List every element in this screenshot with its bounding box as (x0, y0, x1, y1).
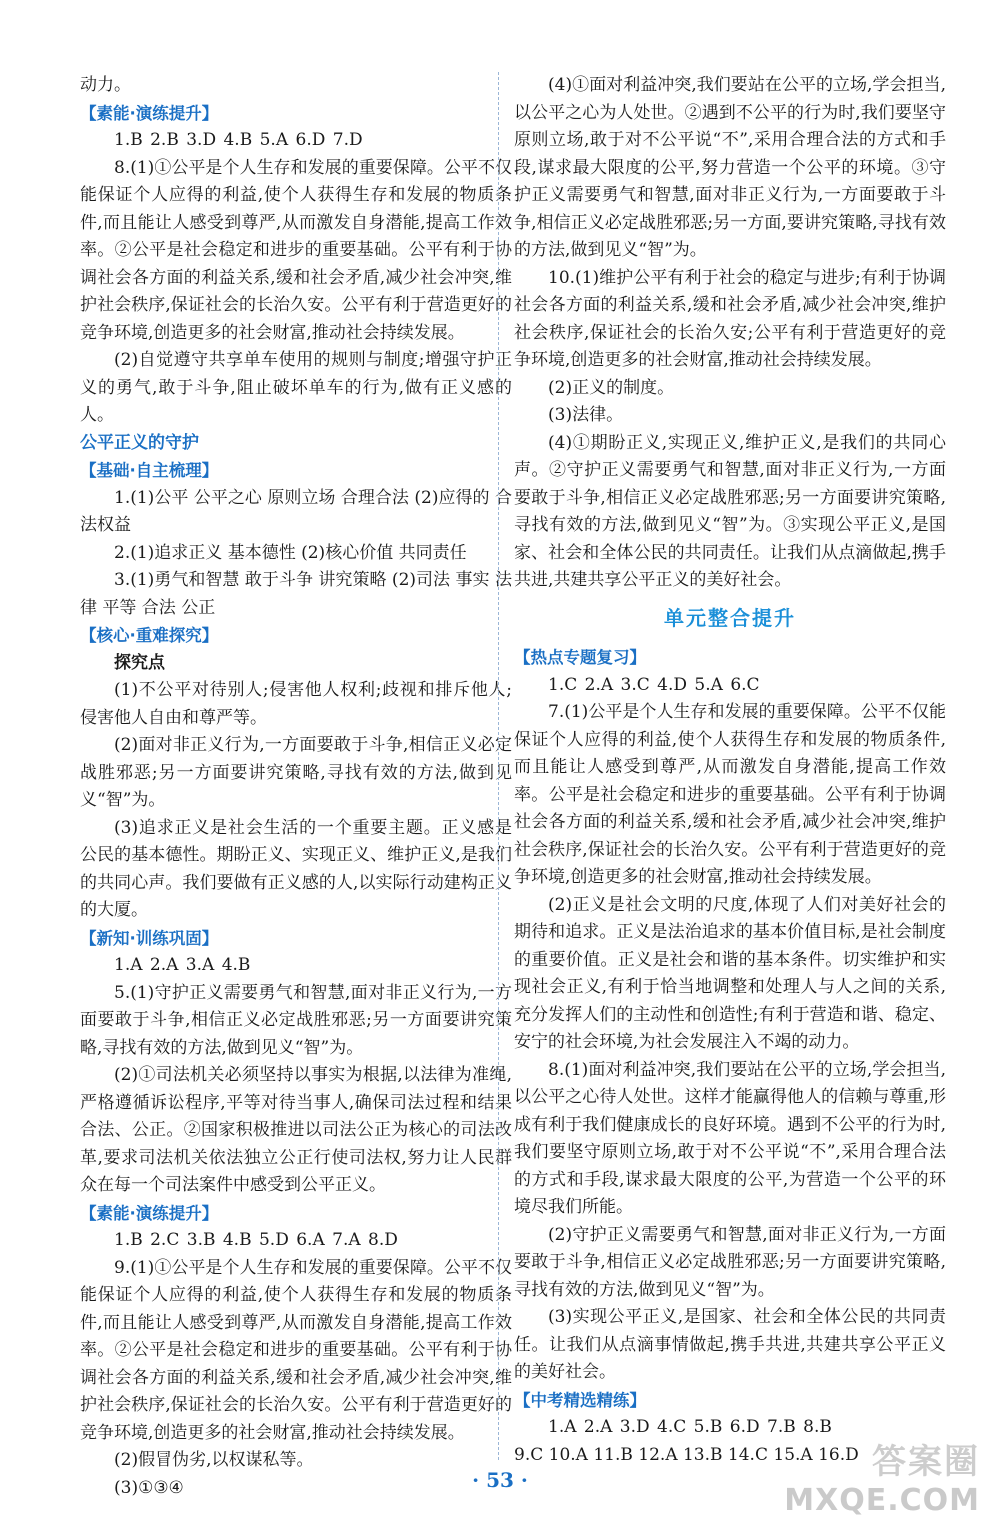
choice-answers: 9.C 10.A 11.B 12.A 13.B 14.C 15.A 16.D (514, 1444, 859, 1465)
answer-paragraph: 1.(1)公平 公平之心 原则立场 合理合法 (2)应得的 合法权益 (80, 487, 512, 535)
left-column (80, 72, 512, 1502)
answer-paragraph: (2)假冒伪劣,以权谋私等。 (114, 1450, 314, 1470)
answer-paragraph: 9.(1)①公平是个人生存和发展的重要保障。公平不仅能保证个人应得的利益,使个人获得生存和发展的物质条件,而且能让人感受到尊严,从而激发自身潜能,提高工作效率。②公平是社会稳定和进步的重要基础。公平有利于协调社会各方面的利益关系,缓和社会矛盾,减少社会冲突,维护社会秩序,保证社会的长治久安。公平有利于营造更好的竞争环境,创造更多的社会财富,推动社会持续发展。 (80, 1257, 512, 1443)
watermark (784, 1434, 980, 1518)
choice-answers: 1.C 2.A 3.C 4.D 5.A 6.C (548, 674, 760, 695)
watermark-url: MXQE.COM (784, 1483, 980, 1518)
answer-paragraph: 3.(1)勇气和智慧 敢于斗争 讲究策略 (2)司法 事实 法律 平等 合法 公正 (80, 570, 512, 618)
answer-paragraph: 7.(1)公平是个人生存和发展的重要保障。公平不仅能保证个人应得的利益,使个人获得生存和发展的物质条件,而且能让人感受到尊严,从而激发自身潜能,提高工作效率。公平是社会稳定和进步的重要基础。公平有利于协调社会各方面的利益关系,缓和社会矛盾,减少社会冲突,维护社会秩序,保证社会的长治久安。公平有利于营造更好的竞争环境,创造更多的社会财富,推动社会持续发展。 (514, 702, 946, 887)
choice-answers: 1.B 2.B 3.D 4.B 5.A 6.D 7.D (114, 130, 363, 150)
answer-paragraph: (1)不公平对待别人;侵害他人权利;歧视和排斥他人;侵害他人自由和尊严等。 (80, 680, 512, 728)
answer-paragraph: (3)①③④ (114, 1477, 184, 1498)
unit-title: 单元整合提升 (664, 605, 796, 630)
explore-point-label: 探究点 (114, 652, 165, 673)
answer-paragraph: (2)正义是社会文明的尺度,体现了人们对美好社会的期待和追求。正义是法治追求的基本价值目标,是社会制度的重要价值。正义是社会和谐的基本条件。切实维护和实现社会正义,有利于恰当地调整和处理人与人之间的关系,充分发挥人们的主动性和创造性;有利于营造和谐、稳定、安宁的社会环境,为社会发展注入不竭的动力。 (514, 894, 946, 1052)
answer-paragraph: (2)守护正义需要勇气和智慧,面对非正义行为,一方面要敢于斗争,相信正义必定战胜邪恶;另一方面要讲究策略,寻找有效的方法,做到见义“智”为。 (514, 1224, 946, 1300)
answer-paragraph: (2)①司法机关必须坚持以事实为根据,以法律为准绳,严格遵循诉讼程序,平等对待当事人,确保司法过程和结果合法、公正。②国家积极推进以司法公正为核心的司法改革,要求司法机关依法独立公正行使司法权,努力让人民群众在每一个司法案件中感受到公平正义。 (80, 1065, 512, 1195)
answer-paragraph: (2)正义的制度。 (548, 377, 675, 398)
answer-paragraph: (4)①面对利益冲突,我们要站在公平的立场,学会担当,以公平之心为人处世。②遇到不公平的行为时,我们要坚守原则立场,敢于对不公平说“不”,采用合理合法的方式和手段,谋求最大限度的公平,努力营造一个公平的环境。③守护正义需要勇气和智慧,面对非正义行为,一方面要敢于斗争,相信正义必定战胜邪恶;另一方面,要讲究策略,寻找有效的方法,做到见义“智”为。 (514, 75, 946, 260)
section-tag: 【新知·训练巩固】 (80, 928, 219, 948)
answer-paragraph: (3)法律。 (548, 405, 624, 425)
answer-paragraph: (2)自觉遵守共享单车使用的规则与制度;增强守护正义的勇气,敢于斗争,阻止破坏单车的行为,做有正义感的人。 (80, 350, 512, 425)
section-tag: 【素能·演练提升】 (80, 103, 219, 123)
section-tag: 【基础·自主梳理】 (80, 461, 219, 480)
answer-paragraph: 2.(1)追求正义 基本德性 (2)核心价值 共同责任 (114, 542, 467, 563)
right-column (514, 72, 946, 1469)
answer-paragraph: (3)实现公平正义,是国家、社会和全体公民的共同责任。让我们从点滴事情做起,携手共进,共建共享公平正义的美好社会。 (514, 1307, 946, 1382)
answer-paragraph: (4)①期盼正义,实现正义,维护正义,是我们的共同心声。②守护正义需要勇气和智慧,面对非正义行为,一方面要敢于斗争,相信正义必定战胜邪恶;另一方面要讲究策略,寻找有效的方法,做到见义“智”为。③实现公平正义,是国家、社会和全体公民的共同责任。让我们从点滴做起,携手共进,共建共享公平正义的美好社会。 (514, 432, 946, 590)
choice-answers: 1.B 2.C 3.B 4.B 5.D 6.A 7.A 8.D (114, 1230, 398, 1250)
answer-paragraph: 10.(1)维护公平有利于社会的稳定与进步;有利于协调社会各方面的利益关系,缓和社会矛盾,减少社会冲突,维护社会秩序,保证社会的长治久安;公平有利于营造更好的竞争环境,创造更多的社会财富,推动社会持续发展。 (514, 267, 946, 370)
choice-answers: 1.A 2.A 3.D 4.C 5.B 6.D 7.B 8.B (548, 1417, 832, 1437)
lesson-title: 公平正义的守护 (80, 432, 199, 453)
answer-paragraph: (3)追求正义是社会生活的一个重要主题。正义感是公民的基本德性。期盼正义、实现正义、维护正义,是我们的共同心声。我们要做有正义感的人,以实际行动建构正义的大厦。 (80, 817, 512, 920)
answer-paragraph: 8.(1)①公平是个人生存和发展的重要保障。公平不仅能保证个人应得的利益,使个人获得生存和发展的物质条件,而且能让人感受到尊严,从而激发自身潜能,提高工作效率。②公平是社会稳定和进步的重要基础。公平有利于协调社会各方面的利益关系,缓和社会矛盾,减少社会冲突,维护社会秩序,保证社会的长治久安。公平有利于营造更好的竞争环境,创造更多的社会财富,推动社会持续发展。 (80, 157, 512, 343)
text-line: 动力。 (80, 75, 131, 95)
section-tag: 【热点专题复习】 (514, 648, 646, 667)
choice-answers: 1.A 2.A 3.A 4.B (114, 955, 251, 975)
page-number: · 53 · (472, 1468, 528, 1492)
section-tag: 【中考精选精练】 (514, 1390, 646, 1410)
answer-paragraph: (2)面对非正义行为,一方面要敢于斗争,相信正义必定战胜邪恶;另一方面要讲究策略,寻找有效的方法,做到见义“智”为。 (80, 735, 512, 810)
answer-paragraph: 8.(1)面对利益冲突,我们要站在公平的立场,学会担当,以公平之心待人处世。这样才能赢得他人的信赖与尊重,形成有利于我们健康成长的良好环境。遇到不公平的行为时,我们要坚守原则立场,敢于对不公平说“不”,采用合理合法的方式和手段,谋求最大限度的公平,为营造一个公平的环境尽我们所能。 (514, 1059, 946, 1217)
section-tag: 【核心·重难探究】 (80, 626, 219, 645)
section-tag: 【素能·演练提升】 (80, 1203, 219, 1223)
column-divider (498, 72, 499, 1460)
watermark-logo: 答案圈 (872, 1442, 980, 1482)
answer-paragraph: 5.(1)守护正义需要勇气和智慧,面对非正义行为,一方面要敢于斗争,相信正义必定战胜邪恶;另一方面要讲究策略,寻找有效的方法,做到见义“智”为。 (80, 982, 512, 1058)
